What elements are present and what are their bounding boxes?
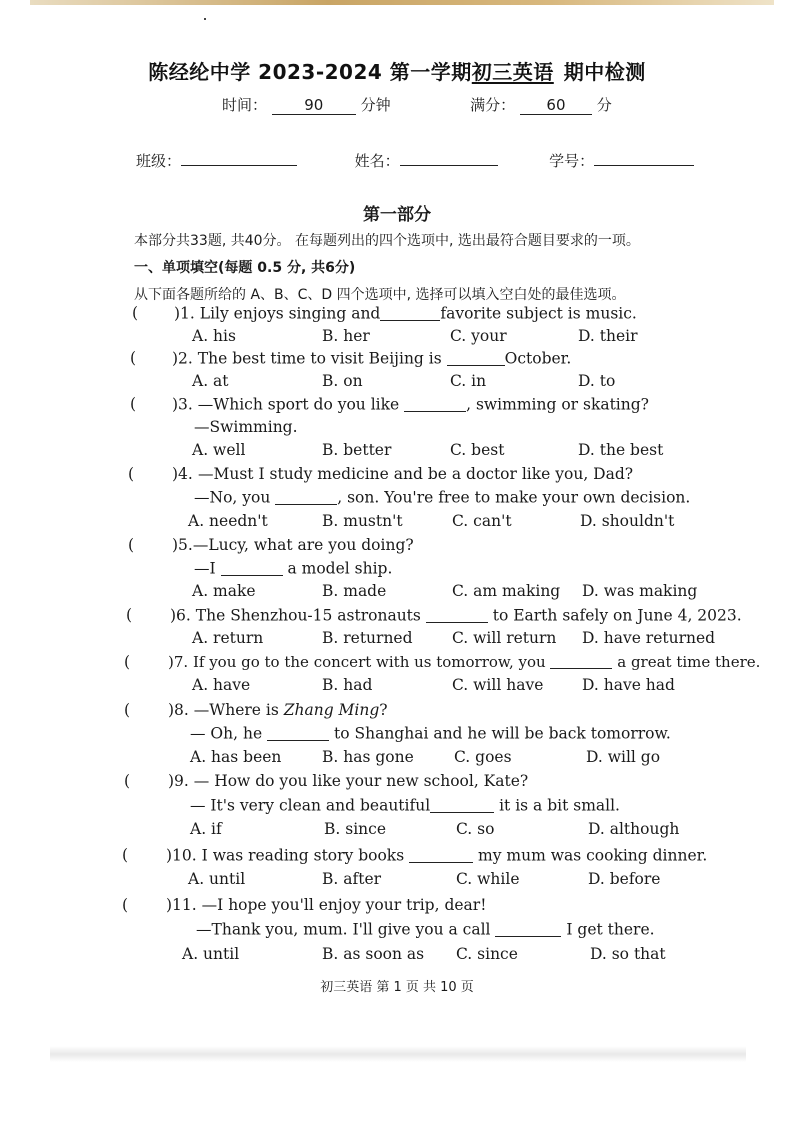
question-4-reply: —No, you , son. You're free to make your own decision. — [194, 488, 691, 507]
option-d[interactable]: D. to — [578, 372, 616, 390]
section-title: 一、单项填空(每题 0.5 分, 共6分) — [134, 260, 356, 276]
option-d[interactable]: D. although — [588, 820, 680, 838]
answer-blank — [495, 920, 561, 937]
answer-blank — [275, 488, 337, 505]
option-c[interactable]: C. goes — [454, 748, 512, 766]
question-6-stem: )6. The Shenzhou-15 astronauts to Earth safely on June 4, 2023. — [170, 606, 742, 625]
option-c[interactable]: C. so — [456, 820, 495, 838]
name-label: 姓名： — [354, 152, 400, 170]
option-b[interactable]: B. as soon as — [322, 945, 425, 963]
question-8-reply: — Oh, he to Shanghai and he will be back tomorrow. — [190, 724, 671, 743]
option-a[interactable]: A. have — [192, 676, 251, 694]
question-1-stem: )1. Lily enjoys singing and favorite subject is music. — [174, 304, 637, 323]
answer-blank — [404, 395, 466, 412]
answer-paren[interactable]: ( — [130, 349, 137, 367]
option-a[interactable]: A. has been — [190, 748, 282, 766]
option-b[interactable]: B. her — [322, 327, 370, 345]
page-footer: 初三英语 第 1 页 共 10 页 — [320, 980, 474, 995]
option-d[interactable]: D. have had — [582, 676, 675, 694]
answer-blank — [550, 653, 612, 669]
score-label: 满分： — [470, 96, 516, 114]
name-blank[interactable] — [400, 165, 498, 166]
option-b[interactable]: B. on — [322, 372, 363, 390]
title-exam-type: 期中检测 — [563, 60, 646, 84]
option-b[interactable]: B. returned — [322, 629, 413, 647]
title-subject: 初三英语 — [471, 60, 554, 84]
question-4-number: )4. — [172, 465, 193, 483]
option-c[interactable]: C. while — [456, 870, 520, 888]
option-a[interactable]: A. at — [192, 372, 229, 390]
answer-blank — [267, 724, 329, 741]
scan-top-edge — [30, 0, 774, 5]
question-4-stem: —Must I study medicine and be a doctor like you, Dad? — [198, 465, 634, 483]
part-heading: 第一部分 — [363, 205, 431, 225]
class-blank[interactable] — [181, 165, 297, 166]
answer-blank — [380, 304, 440, 321]
answer-paren[interactable]: ( — [124, 772, 131, 790]
student-info-row — [136, 150, 716, 171]
time-value: 90 — [272, 96, 356, 115]
option-b[interactable]: B. after — [322, 870, 382, 888]
class-label: 班级： — [136, 152, 182, 170]
option-a[interactable]: A. make — [192, 582, 256, 600]
answer-blank — [430, 796, 494, 813]
option-a[interactable]: A. if — [190, 820, 222, 838]
time-unit: 分钟 — [360, 96, 391, 114]
answer-paren[interactable]: ( — [122, 896, 129, 914]
question-7-stem: )7. If you go to the concert with us tomorrow, you a great time there. — [168, 653, 761, 671]
option-a[interactable]: A. return — [192, 629, 264, 647]
answer-blank — [221, 559, 283, 576]
question-11-stem: )11. —I hope you'll enjoy your trip, dear! — [166, 896, 487, 914]
question-9-stem: )9. — How do you like your new school, Kate? — [168, 772, 529, 790]
id-field — [549, 150, 694, 171]
id-label: 学号： — [549, 152, 595, 170]
question-5-stem: )5.—Lucy, what are you doing? — [172, 536, 414, 554]
option-c[interactable]: C. since — [456, 945, 518, 963]
option-d[interactable]: D. will go — [586, 748, 661, 766]
answer-paren[interactable]: ( — [124, 701, 131, 719]
answer-paren[interactable]: ( — [124, 653, 131, 671]
title-school-term: 陈经纶中学 2023-2024 第一学期 — [148, 60, 472, 84]
exam-title — [0, 56, 794, 85]
option-d[interactable]: D. the best — [578, 441, 664, 459]
option-d[interactable]: D. so that — [590, 945, 666, 963]
option-b[interactable]: B. better — [322, 441, 392, 459]
option-c[interactable]: C. am making — [452, 582, 561, 600]
answer-blank — [409, 846, 473, 863]
answer-paren[interactable]: ( — [122, 846, 129, 864]
score-value: 60 — [520, 96, 592, 115]
question-5-reply: —I a model ship. — [194, 559, 393, 578]
option-b[interactable]: B. has gone — [322, 748, 414, 766]
answer-paren[interactable]: ( — [132, 304, 139, 322]
class-field — [136, 150, 297, 171]
option-c[interactable]: C. can't — [452, 512, 512, 530]
exam-meta — [222, 94, 612, 115]
question-9-reply: — It's very clean and beautiful it is a bit small. — [190, 796, 620, 815]
option-d[interactable]: D. shouldn't — [580, 512, 675, 530]
answer-paren[interactable]: ( — [126, 606, 133, 624]
scan-speck — [204, 18, 206, 20]
option-c[interactable]: C. in — [450, 372, 487, 390]
question-3-stem: )3. —Which sport do you like , swimming or skating? — [172, 395, 649, 414]
answer-paren[interactable]: ( — [128, 465, 135, 483]
answer-paren[interactable]: ( — [130, 395, 137, 413]
answer-blank — [426, 606, 488, 623]
option-c[interactable]: C. your — [450, 327, 507, 345]
id-blank[interactable] — [594, 165, 694, 166]
name-field — [355, 150, 498, 171]
option-c[interactable]: C. best — [450, 441, 505, 459]
answer-paren[interactable]: ( — [128, 536, 135, 554]
option-a[interactable]: A. his — [192, 327, 236, 345]
option-a[interactable]: A. well — [192, 441, 246, 459]
option-d[interactable]: D. before — [588, 870, 661, 888]
part-instruction: 本部分共33题, 共40分。 在每题列出的四个选项中, 选出最符合题目要求的一项。 — [134, 233, 640, 249]
question-11-reply: —Thank you, mum. I'll give you a call I get there. — [196, 920, 655, 939]
answer-blank — [447, 349, 505, 366]
option-d[interactable]: D. their — [578, 327, 638, 345]
question-8-stem: )8. —Where is Zhang Ming? — [168, 701, 388, 719]
option-b[interactable]: B. had — [322, 676, 373, 694]
score-unit: 分 — [596, 96, 612, 114]
option-b[interactable]: B. since — [324, 820, 386, 838]
option-d[interactable]: D. have returned — [582, 629, 716, 647]
option-c[interactable]: C. will have — [452, 676, 544, 694]
question-10-stem: )10. I was reading story books my mum was cooking dinner. — [166, 846, 708, 865]
option-b[interactable]: B. mustn't — [322, 512, 403, 530]
option-d[interactable]: D. was making — [582, 582, 698, 600]
option-a[interactable]: A. until — [182, 945, 240, 963]
scan-bleed-through — [50, 1046, 746, 1062]
section-instruction: 从下面各题所给的 A、B、C、D 四个选项中, 选择可以填入空白处的最佳选项。 — [134, 287, 626, 303]
option-c[interactable]: C. will return — [452, 629, 557, 647]
option-a[interactable]: A. until — [188, 870, 246, 888]
time-label: 时间： — [222, 96, 268, 114]
question-3-answer: —Swimming. — [194, 418, 298, 436]
option-a[interactable]: A. needn't — [188, 512, 268, 530]
option-b[interactable]: B. made — [322, 582, 387, 600]
question-2-stem: )2. The best time to visit Beijing is October. — [172, 349, 572, 368]
